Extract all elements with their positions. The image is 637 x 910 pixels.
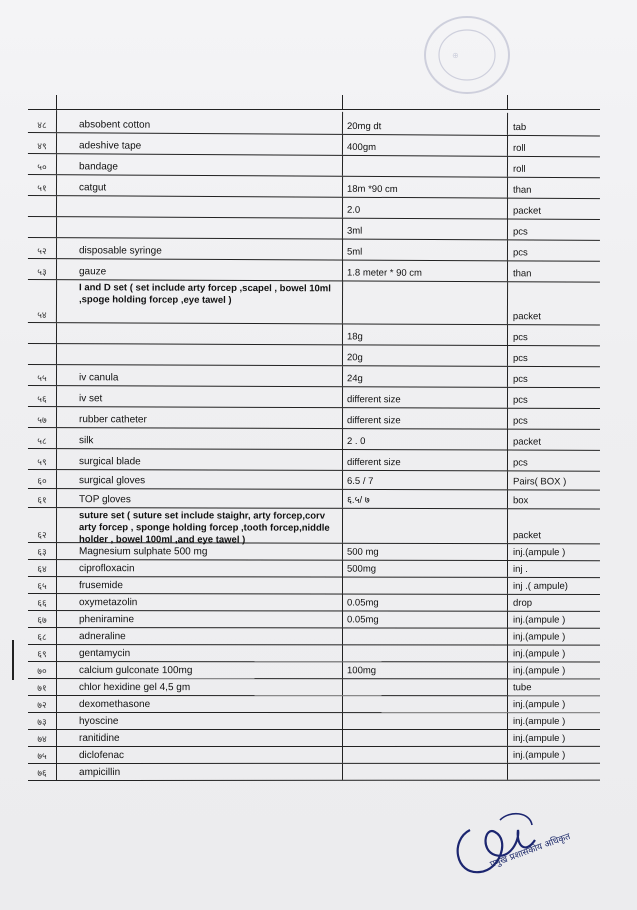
row-number: ५७ — [28, 407, 57, 427]
row-number — [28, 344, 57, 364]
item-size — [343, 730, 508, 746]
margin-mark — [12, 640, 14, 680]
row-number: ७० — [28, 662, 57, 678]
row-number: ६५ — [28, 577, 57, 593]
table-row — [28, 662, 600, 679]
item-size — [343, 747, 508, 763]
item-unit: pcs — [512, 415, 528, 427]
table-row — [28, 428, 600, 451]
item-unit: inj.(ampule ) — [512, 749, 566, 761]
item-unit: tube — [512, 682, 532, 694]
item-unit: pcs — [512, 352, 528, 365]
item-name: bandage — [57, 154, 343, 176]
item-unit: inj.(ampule ) — [512, 665, 566, 677]
row-number: ६३ — [28, 543, 57, 559]
table-row — [28, 489, 600, 509]
item-unit: tab — [512, 121, 527, 134]
item-unit: packet — [512, 436, 542, 448]
item-unit: roll — [512, 142, 526, 154]
row-number: ६४ — [28, 560, 57, 576]
table-row — [28, 764, 600, 781]
table-row — [28, 470, 600, 491]
item-unit: inj.(ampule ) — [512, 547, 566, 559]
table-row — [28, 217, 600, 241]
item-name: frusemide — [57, 577, 343, 593]
item-unit: pcs — [512, 373, 528, 385]
row-number: ४९ — [28, 133, 57, 153]
item-name: surgical blade — [57, 449, 343, 470]
item-name: surgical gloves — [57, 470, 343, 489]
table-row — [28, 407, 600, 430]
item-name: oxymetazolin — [57, 594, 343, 610]
item-name: rubber catheter — [57, 407, 343, 428]
item-unit: Pairs( BOX ) — [512, 476, 567, 488]
item-unit: pcs — [512, 226, 528, 238]
item-name: TOP gloves — [57, 489, 343, 508]
table-row — [28, 679, 600, 696]
item-name: absobent cotton — [57, 110, 343, 134]
item-name: hyoscine — [57, 713, 343, 729]
item-name: chlor hexidine gel 4,5 gm — [57, 679, 343, 695]
row-number: ६२ — [28, 508, 57, 542]
row-number: ६८ — [28, 628, 57, 644]
item-unit — [508, 764, 600, 780]
item-unit: pcs — [512, 457, 528, 469]
table-row — [28, 386, 600, 409]
item-name: gentamycin — [57, 645, 343, 661]
row-number: ७२ — [28, 696, 57, 712]
item-size — [343, 764, 508, 780]
table-row — [28, 449, 600, 472]
item-size: 18m *90 cm — [343, 177, 508, 198]
item-size: ६.५/ ७ — [343, 490, 508, 508]
row-number: ७१ — [28, 679, 57, 695]
item-unit: packet — [512, 311, 541, 323]
item-unit: inj.(ampule ) — [512, 614, 566, 626]
item-size — [343, 713, 508, 729]
item-size: 2 . 0 — [343, 429, 508, 450]
item-unit: inj .( ampule) — [512, 580, 568, 592]
item-name: I and D set ( set include arty forcep ,scapel , bowel 10ml ,spoge holding forcep ,eye tawel ) — [57, 280, 343, 323]
row-number: ६० — [28, 470, 57, 488]
item-unit: inj . — [512, 563, 528, 575]
item-name: diclofenac — [57, 747, 343, 763]
item-unit: packet — [512, 530, 541, 542]
table-row — [28, 365, 600, 388]
row-number: ६६ — [28, 594, 57, 610]
item-unit: than — [512, 268, 532, 280]
item-size: different size — [343, 387, 508, 408]
item-unit: drop — [512, 597, 533, 609]
item-unit: inj.(ampule ) — [512, 631, 566, 643]
row-number: ५२ — [28, 238, 57, 258]
table-row — [28, 594, 600, 612]
item-size: 100mg — [343, 662, 508, 678]
item-name: pheniramine — [57, 611, 343, 627]
table-row — [28, 628, 600, 646]
item-size — [343, 156, 508, 177]
item-unit: pcs — [512, 247, 528, 259]
item-name: calcium gulconate 100mg — [57, 662, 343, 678]
item-size — [343, 578, 508, 594]
item-size: 18g — [343, 324, 508, 345]
item-size: 0.05mg — [343, 611, 508, 627]
table-row — [28, 344, 600, 367]
item-unit: inj.(ampule ) — [512, 732, 566, 744]
table-row — [28, 645, 600, 662]
item-name: catgut — [57, 175, 343, 197]
item-unit: inj.(ampule ) — [512, 716, 566, 728]
table-row — [28, 560, 600, 578]
signature-caption: प्रमुख प्रशासकीय अधिकृत — [489, 831, 572, 871]
item-name — [57, 196, 343, 218]
table-row — [28, 696, 600, 713]
item-size: 500mg — [343, 561, 508, 577]
table-row — [28, 611, 600, 629]
row-number — [28, 196, 57, 216]
row-number: ५९ — [28, 449, 57, 469]
item-name: Magnesium sulphate 500 mg — [57, 543, 343, 560]
row-number: ७५ — [28, 747, 57, 763]
item-unit: pcs — [512, 394, 528, 406]
item-size: 1.8 meter * 90 cm — [343, 260, 508, 281]
table-row — [28, 713, 600, 730]
row-number: ५० — [28, 154, 57, 174]
row-number: ५५ — [28, 365, 57, 385]
table-row — [28, 323, 600, 346]
item-name: ciprofloxacin — [57, 560, 343, 577]
table-row — [28, 259, 600, 283]
row-number: ६७ — [28, 611, 57, 627]
item-name: adeshive tape — [57, 133, 343, 155]
item-name: suture set ( suture set include staighr, arty forcep,corv arty forcep , sponge holding forcep ,tooth forcep,niddle holder , bowel 100ml ,and eye tawel ) — [57, 508, 343, 543]
item-size — [343, 679, 508, 695]
item-size — [343, 645, 508, 661]
row-number: ६१ — [28, 489, 57, 507]
item-size: 5ml — [343, 240, 508, 261]
item-unit: box — [512, 495, 529, 507]
item-unit: inj.(ampule ) — [512, 648, 566, 660]
row-number: ५१ — [28, 175, 57, 195]
item-name — [57, 217, 343, 238]
table-row — [28, 730, 600, 747]
row-number: ४८ — [28, 110, 57, 132]
item-name: adneraline — [57, 628, 343, 644]
svg-text:⊕: ⊕ — [452, 51, 459, 60]
item-name: iv canula — [57, 365, 343, 386]
row-number: ६९ — [28, 645, 57, 661]
row-number: ७३ — [28, 713, 57, 729]
item-name: iv set — [57, 386, 343, 407]
item-unit: roll — [512, 163, 526, 175]
table-row — [28, 280, 600, 326]
item-unit: pcs — [512, 332, 528, 344]
item-size: 400gm — [343, 135, 508, 156]
row-number: ५४ — [28, 280, 57, 322]
inventory-table — [28, 95, 600, 781]
item-name: disposable syringe — [57, 238, 343, 259]
item-size: 6.5 / 7 — [343, 471, 508, 489]
item-size: 24g — [343, 366, 508, 387]
table-row — [28, 238, 600, 262]
table-row — [28, 196, 600, 220]
item-size — [343, 696, 508, 712]
item-name: ampicillin — [57, 764, 343, 780]
item-name — [57, 344, 343, 365]
item-unit: packet — [512, 205, 542, 217]
office-stamp — [412, 10, 512, 105]
item-name: silk — [57, 428, 343, 449]
item-name: gauze — [57, 259, 343, 280]
item-size — [343, 628, 508, 644]
item-size — [343, 281, 508, 324]
item-size: 3ml — [343, 219, 508, 240]
row-number: ७६ — [28, 764, 57, 780]
table-row — [28, 543, 600, 561]
row-number: ७४ — [28, 730, 57, 746]
row-number: ५६ — [28, 386, 57, 406]
item-size: 20mg dt — [343, 112, 508, 135]
item-size: 2.0 — [343, 198, 508, 219]
row-number — [28, 217, 57, 237]
item-name — [57, 323, 343, 344]
table-row — [28, 577, 600, 595]
item-unit: inj.(ampule ) — [512, 699, 566, 711]
table-row — [28, 747, 600, 764]
row-number: ५३ — [28, 259, 57, 279]
item-size: 0.05mg — [343, 594, 508, 610]
item-size: different size — [343, 408, 508, 429]
item-unit: than — [512, 184, 532, 196]
table-row — [28, 508, 600, 544]
item-size: 20g — [343, 345, 508, 366]
item-name: ranitidine — [57, 730, 343, 746]
table-top-row — [28, 95, 600, 110]
item-size — [343, 509, 508, 543]
item-name: dexomethasone — [57, 696, 343, 712]
item-size: 500 mg — [343, 544, 508, 560]
row-number — [28, 323, 57, 343]
row-number: ५८ — [28, 428, 57, 448]
item-size: different size — [343, 450, 508, 470]
